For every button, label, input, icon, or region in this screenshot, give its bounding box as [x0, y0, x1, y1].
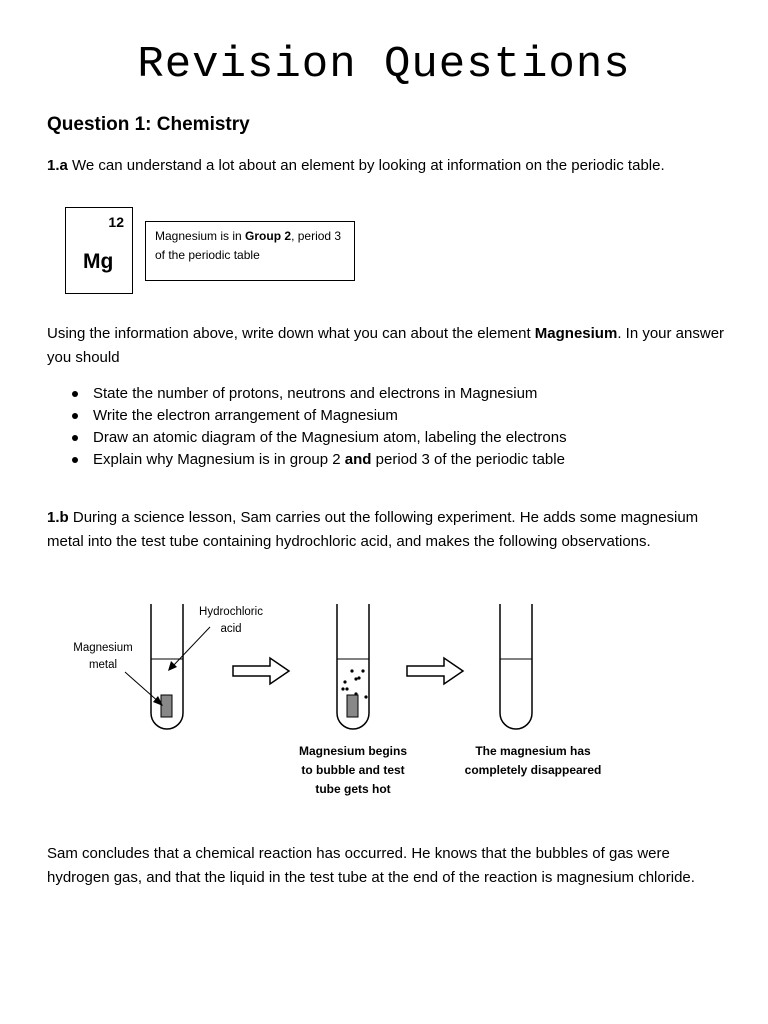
question-1b-label: 1.b [47, 509, 69, 526]
bubble [357, 676, 360, 679]
periodic-element-tile [65, 207, 133, 294]
atomic-number: 12 [108, 214, 124, 230]
element-info-box [145, 221, 355, 281]
bubble [354, 692, 357, 695]
question-1b-body: During a science lesson, Sam carries out the following experiment. He adds some magnesium metal into the test tube containing hydrochloric acid, and makes the following observations. [47, 509, 699, 550]
bullet-suffix: period 3 of the periodic table [371, 451, 565, 468]
question-1a-intro [47, 154, 727, 178]
caption-2-line-3: tube gets hot [315, 782, 391, 796]
caption-3-line-1: The magnesium has [475, 744, 591, 758]
bubble [361, 669, 364, 672]
task-prefix: Using the information above, write down what you can about the element [47, 325, 535, 342]
task-bullet-list [70, 383, 750, 471]
experiment-diagram [0, 595, 768, 795]
list-item: State the number of protons, neutrons and electrons in Magnesium [70, 383, 750, 405]
question-heading: Question 1: Chemistry [47, 114, 250, 135]
metal-label-line-2: metal [88, 659, 118, 671]
bullet-bold: and [344, 451, 372, 468]
acid-label-line-2: acid [220, 623, 242, 635]
caption-tube-3 [447, 742, 619, 780]
right-arrow-icon [233, 658, 289, 684]
acid-label-line-1: Hydrochloric [199, 606, 263, 618]
acid-label [186, 604, 276, 638]
caption-2-line-2: to bubble and test [301, 763, 405, 777]
element-symbol: Mg [83, 250, 114, 273]
right-arrow-icon [407, 658, 463, 684]
magnesium-strip-1 [161, 695, 172, 717]
caption-3-line-2: completely disappeared [464, 763, 602, 777]
metal-label-line-1: Magnesium [73, 642, 133, 654]
bubble [354, 677, 357, 680]
list-item [70, 449, 750, 471]
question-1b-text [47, 506, 727, 554]
info-group: Group 2 [245, 229, 292, 243]
caption-2-line-1: Magnesium begins [298, 744, 408, 758]
metal-label [58, 640, 148, 674]
pointer-arrow-metal [125, 672, 160, 703]
task-element-name: Magnesium [534, 325, 618, 342]
info-suffix: , period 3 of the periodic table [155, 229, 342, 262]
question-1a-text: We can understand a lot about an element by looking at information on the periodic table. [67, 157, 665, 174]
info-prefix: Magnesium is in [155, 229, 246, 243]
bullet-prefix: Explain why Magnesium is in group 2 [93, 451, 345, 468]
question-1a-label: 1.a [47, 157, 68, 174]
page-title: Revision Questions [137, 40, 631, 90]
conclusion-paragraph: Sam concludes that a chemical reaction has occurred. He knows that the bubbles of gas were hydrogen gas, and that the liquid in the test tube at the end of the reaction is magnesium chloride. [47, 845, 695, 886]
bubble [343, 680, 346, 683]
bubble [350, 669, 353, 672]
task-suffix: . In your answer you should [47, 325, 725, 366]
list-item: Write the electron arrangement of Magnesium [70, 405, 750, 427]
bubble [364, 695, 367, 698]
test-tube-3 [500, 604, 532, 729]
magnesium-strip-2 [347, 695, 358, 717]
bubble [341, 687, 344, 690]
caption-tube-2 [273, 742, 433, 799]
task-instructions [47, 322, 727, 370]
list-item: Draw an atomic diagram of the Magnesium atom, labeling the electrons [70, 427, 750, 449]
bubble [345, 687, 348, 690]
gas-bubbles [341, 669, 367, 698]
